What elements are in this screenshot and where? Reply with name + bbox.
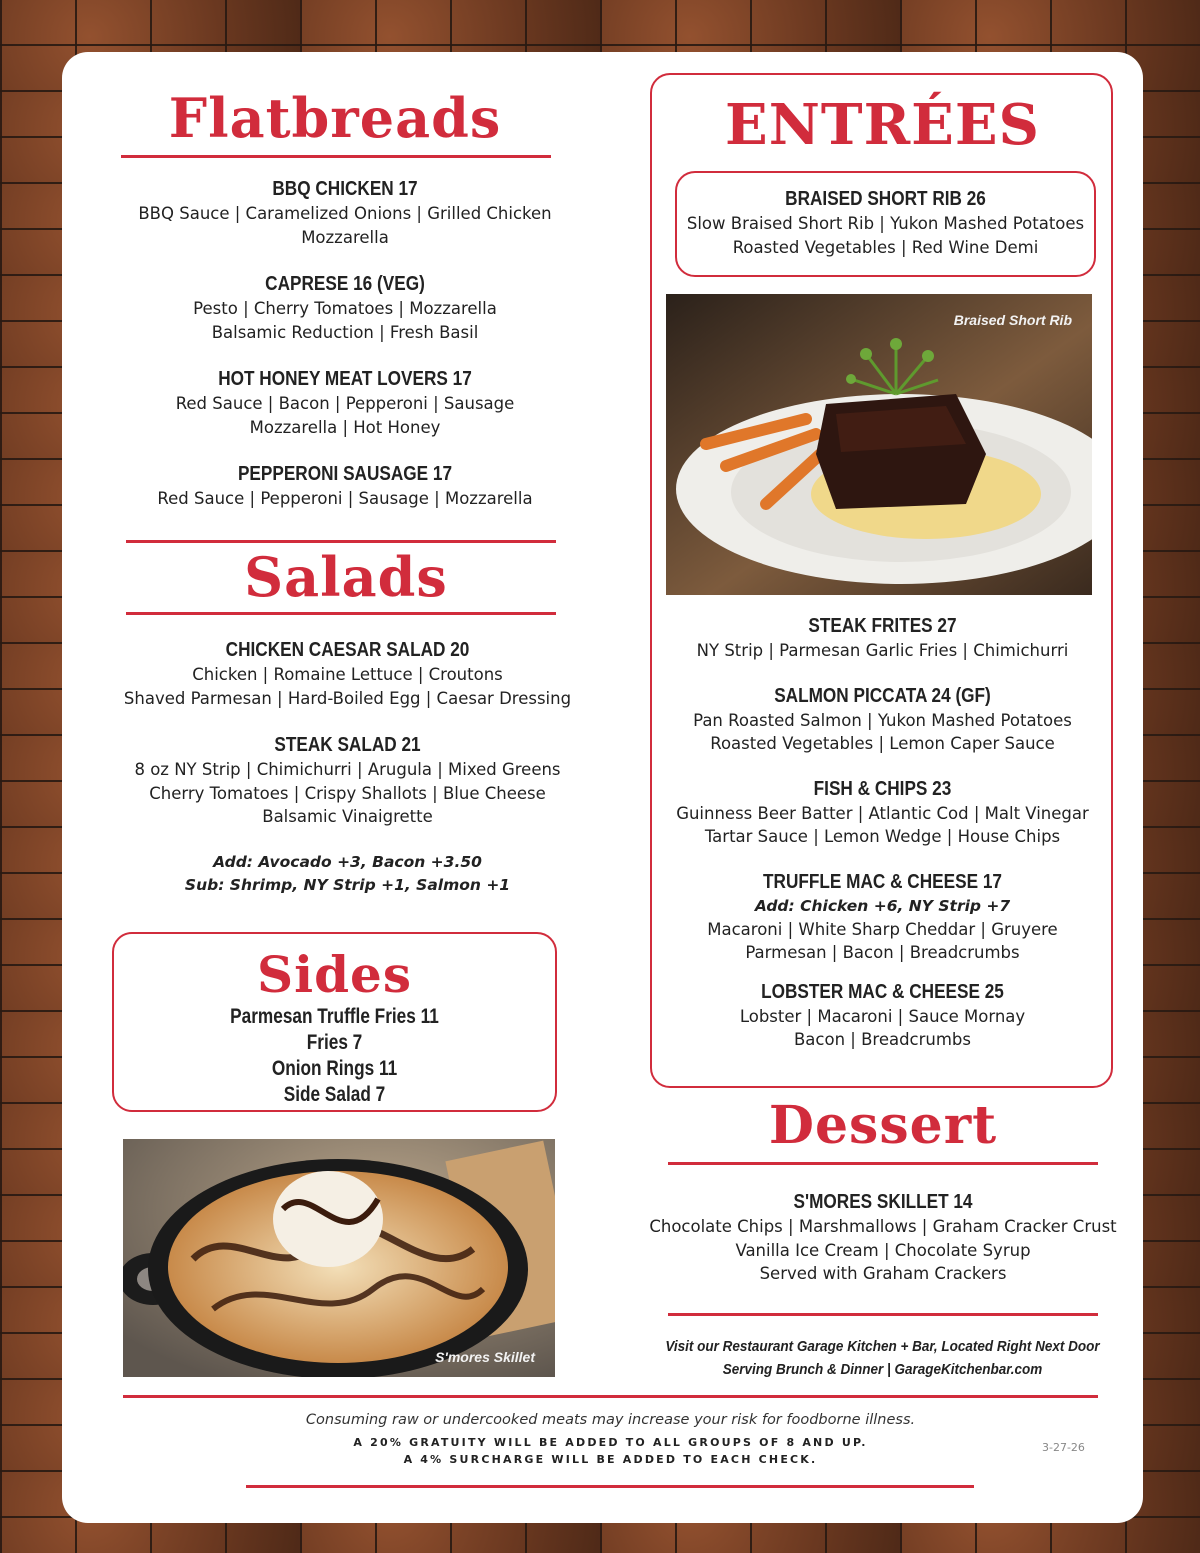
item-desc: Mozzarella	[301, 227, 389, 247]
item-name: FISH & CHIPS 23	[813, 777, 952, 800]
item-desc: Roasted Vegetables | Red Wine Demi	[732, 237, 1039, 257]
surcharge-notice: A 4% SURCHARGE WILL BE ADDED TO EACH CHECK.	[403, 1453, 818, 1466]
item-desc: BBQ Sauce | Caramelized Onions | Grilled Chicken	[138, 204, 552, 223]
flatbreads-list	[110, 176, 580, 533]
item-desc: Cherry Tomatoes | Crispy Shallots | Blue Cheese	[149, 783, 546, 803]
item-desc: Lobster | Macaroni | Sauce Mornay	[739, 1006, 1026, 1026]
menu-item	[110, 176, 580, 249]
side-item: Parmesan Truffle Fries 11	[230, 1005, 439, 1028]
side-item: Fries 7	[306, 1031, 363, 1054]
menu-item	[655, 979, 1110, 1052]
entrees-title: ENTRÉES	[725, 92, 1040, 158]
visit-rule	[668, 1313, 1098, 1316]
date-code: 3-27-26	[1042, 1441, 1085, 1454]
footer-rule-top	[123, 1395, 1098, 1398]
dessert-title: Dessert	[768, 1095, 998, 1156]
short-rib-caption: Braised Short Rib	[953, 312, 1072, 328]
item-name: STEAK SALAD 21	[274, 734, 421, 756]
food-safety-disclaimer: Consuming raw or undercooked meats may increase your risk for foodborne illness.	[305, 1412, 916, 1428]
short-rib-photo	[666, 294, 1092, 595]
item-desc: Red Sauce | Pepperoni | Sausage | Mozzarella	[157, 489, 533, 508]
salads-add-note: Add: Avocado +3, Bacon +3.50	[213, 852, 482, 871]
side-item: Side Salad 7	[283, 1083, 386, 1106]
menu-item	[655, 776, 1110, 849]
item-desc: Parmesan | Bacon | Breadcrumbs	[745, 943, 1020, 962]
gratuity-notice: A 20% GRATUITY WILL BE ADDED TO ALL GROUPS OF 8 AND UP.	[353, 1436, 868, 1449]
menu-item	[110, 732, 585, 829]
visit-line-1: Visit our Restaurant Garage Kitchen + Bar, Located Right Next Door	[665, 1338, 1100, 1355]
footer-notes	[123, 1412, 1098, 1468]
salads-rule-bottom	[126, 612, 556, 615]
menu-item	[655, 869, 1110, 965]
menu-item	[110, 637, 585, 710]
item-desc: Served with Graham Crackers	[759, 1264, 1007, 1283]
sides-title: Sides	[256, 945, 413, 1004]
side-item: Onion Rings 11	[271, 1057, 398, 1080]
entrees-list	[655, 613, 1110, 1074]
item-name: HOT HONEY MEAT LOVERS 17	[218, 368, 472, 390]
item-desc: Shaved Parmesan | Hard-Boiled Egg | Caesar Dressing	[123, 688, 572, 708]
flatbreads-rule	[121, 155, 551, 158]
item-desc: Balsamic Vinaigrette	[262, 807, 433, 826]
item-name: BRAISED SHORT RIB 26	[785, 188, 986, 210]
visit-line-2: Serving Brunch & Dinner | GarageKitchenbar.com	[722, 1361, 1043, 1378]
smores-caption: S'mores Skillet	[435, 1349, 535, 1365]
item-desc: Balsamic Reduction | Fresh Basil	[211, 322, 479, 342]
menu-item	[655, 613, 1110, 663]
item-desc: Tartar Sauce | Lemon Wedge | House Chips	[704, 827, 1061, 846]
featured-entree-box	[675, 171, 1096, 277]
item-desc: NY Strip | Parmesan Garlic Fries | Chimichurri	[696, 641, 1069, 660]
item-desc: 8 oz NY Strip | Chimichurri | Arugula | Mixed Greens	[134, 760, 561, 779]
item-name: STEAK FRITES 27	[808, 615, 957, 637]
item-name: SALMON PICCATA 24 (GF)	[774, 684, 991, 707]
item-desc: Slow Braised Short Rib | Yukon Mashed Potatoes	[686, 214, 1085, 233]
item-name: LOBSTER MAC & CHEESE 25	[761, 980, 1004, 1003]
salads-sub-note: Sub: Shrimp, NY Strip +1, Salmon +1	[184, 875, 511, 894]
dessert-rule	[668, 1162, 1098, 1165]
menu-item	[110, 461, 580, 511]
item-desc: Guinness Beer Batter | Atlantic Cod | Malt Vinegar	[676, 803, 1089, 823]
item-desc: Vanilla Ice Cream | Chocolate Syrup	[735, 1240, 1031, 1260]
footer-rule-bottom	[246, 1485, 974, 1488]
menu-item	[110, 271, 580, 344]
menu-item	[655, 683, 1110, 756]
item-desc: Chocolate Chips | Marshmallows | Graham Cracker Crust	[649, 1217, 1117, 1236]
item-name: TRUFFLE MAC & CHEESE 17	[763, 870, 1002, 893]
item-desc: Red Sauce | Bacon | Pepperoni | Sausage	[175, 394, 515, 413]
dessert-list	[648, 1189, 1118, 1308]
flatbreads-title: Flatbreads	[168, 86, 502, 150]
item-desc: Mozzarella | Hot Honey	[249, 417, 441, 437]
menu-item	[648, 1189, 1118, 1286]
item-name: CHICKEN CAESAR SALAD 20	[225, 639, 470, 661]
item-desc: Roasted Vegetables | Lemon Caper Sauce	[710, 734, 1055, 753]
item-name: PEPPERONI SAUSAGE 17	[237, 463, 453, 485]
salads-rule-top	[126, 540, 556, 543]
salads-list	[110, 637, 585, 897]
item-desc: Macaroni | White Sharp Cheddar | Gruyere	[707, 919, 1058, 939]
item-add-note: Add: Chicken +6, NY Strip +7	[754, 896, 1011, 915]
item-name: BBQ CHICKEN 17	[272, 178, 418, 200]
item-desc: Chicken | Romaine Lettuce | Croutons	[192, 665, 503, 684]
smores-skillet-photo	[123, 1139, 555, 1377]
item-desc: Pesto | Cherry Tomatoes | Mozzarella	[193, 299, 497, 318]
item-name: CAPRESE 16 (VEG)	[265, 273, 425, 295]
short-rib-image	[666, 294, 1092, 595]
smores-image	[123, 1139, 555, 1377]
item-desc: Pan Roasted Salmon | Yukon Mashed Potatoes	[693, 710, 1072, 730]
item-name: S'MORES SKILLET 14	[793, 1191, 973, 1213]
salads-title: Salads	[244, 545, 448, 609]
menu-item	[110, 366, 580, 439]
visit-block	[640, 1335, 1125, 1381]
sides-box	[112, 932, 557, 1112]
item-desc: Bacon | Breadcrumbs	[793, 1030, 972, 1049]
